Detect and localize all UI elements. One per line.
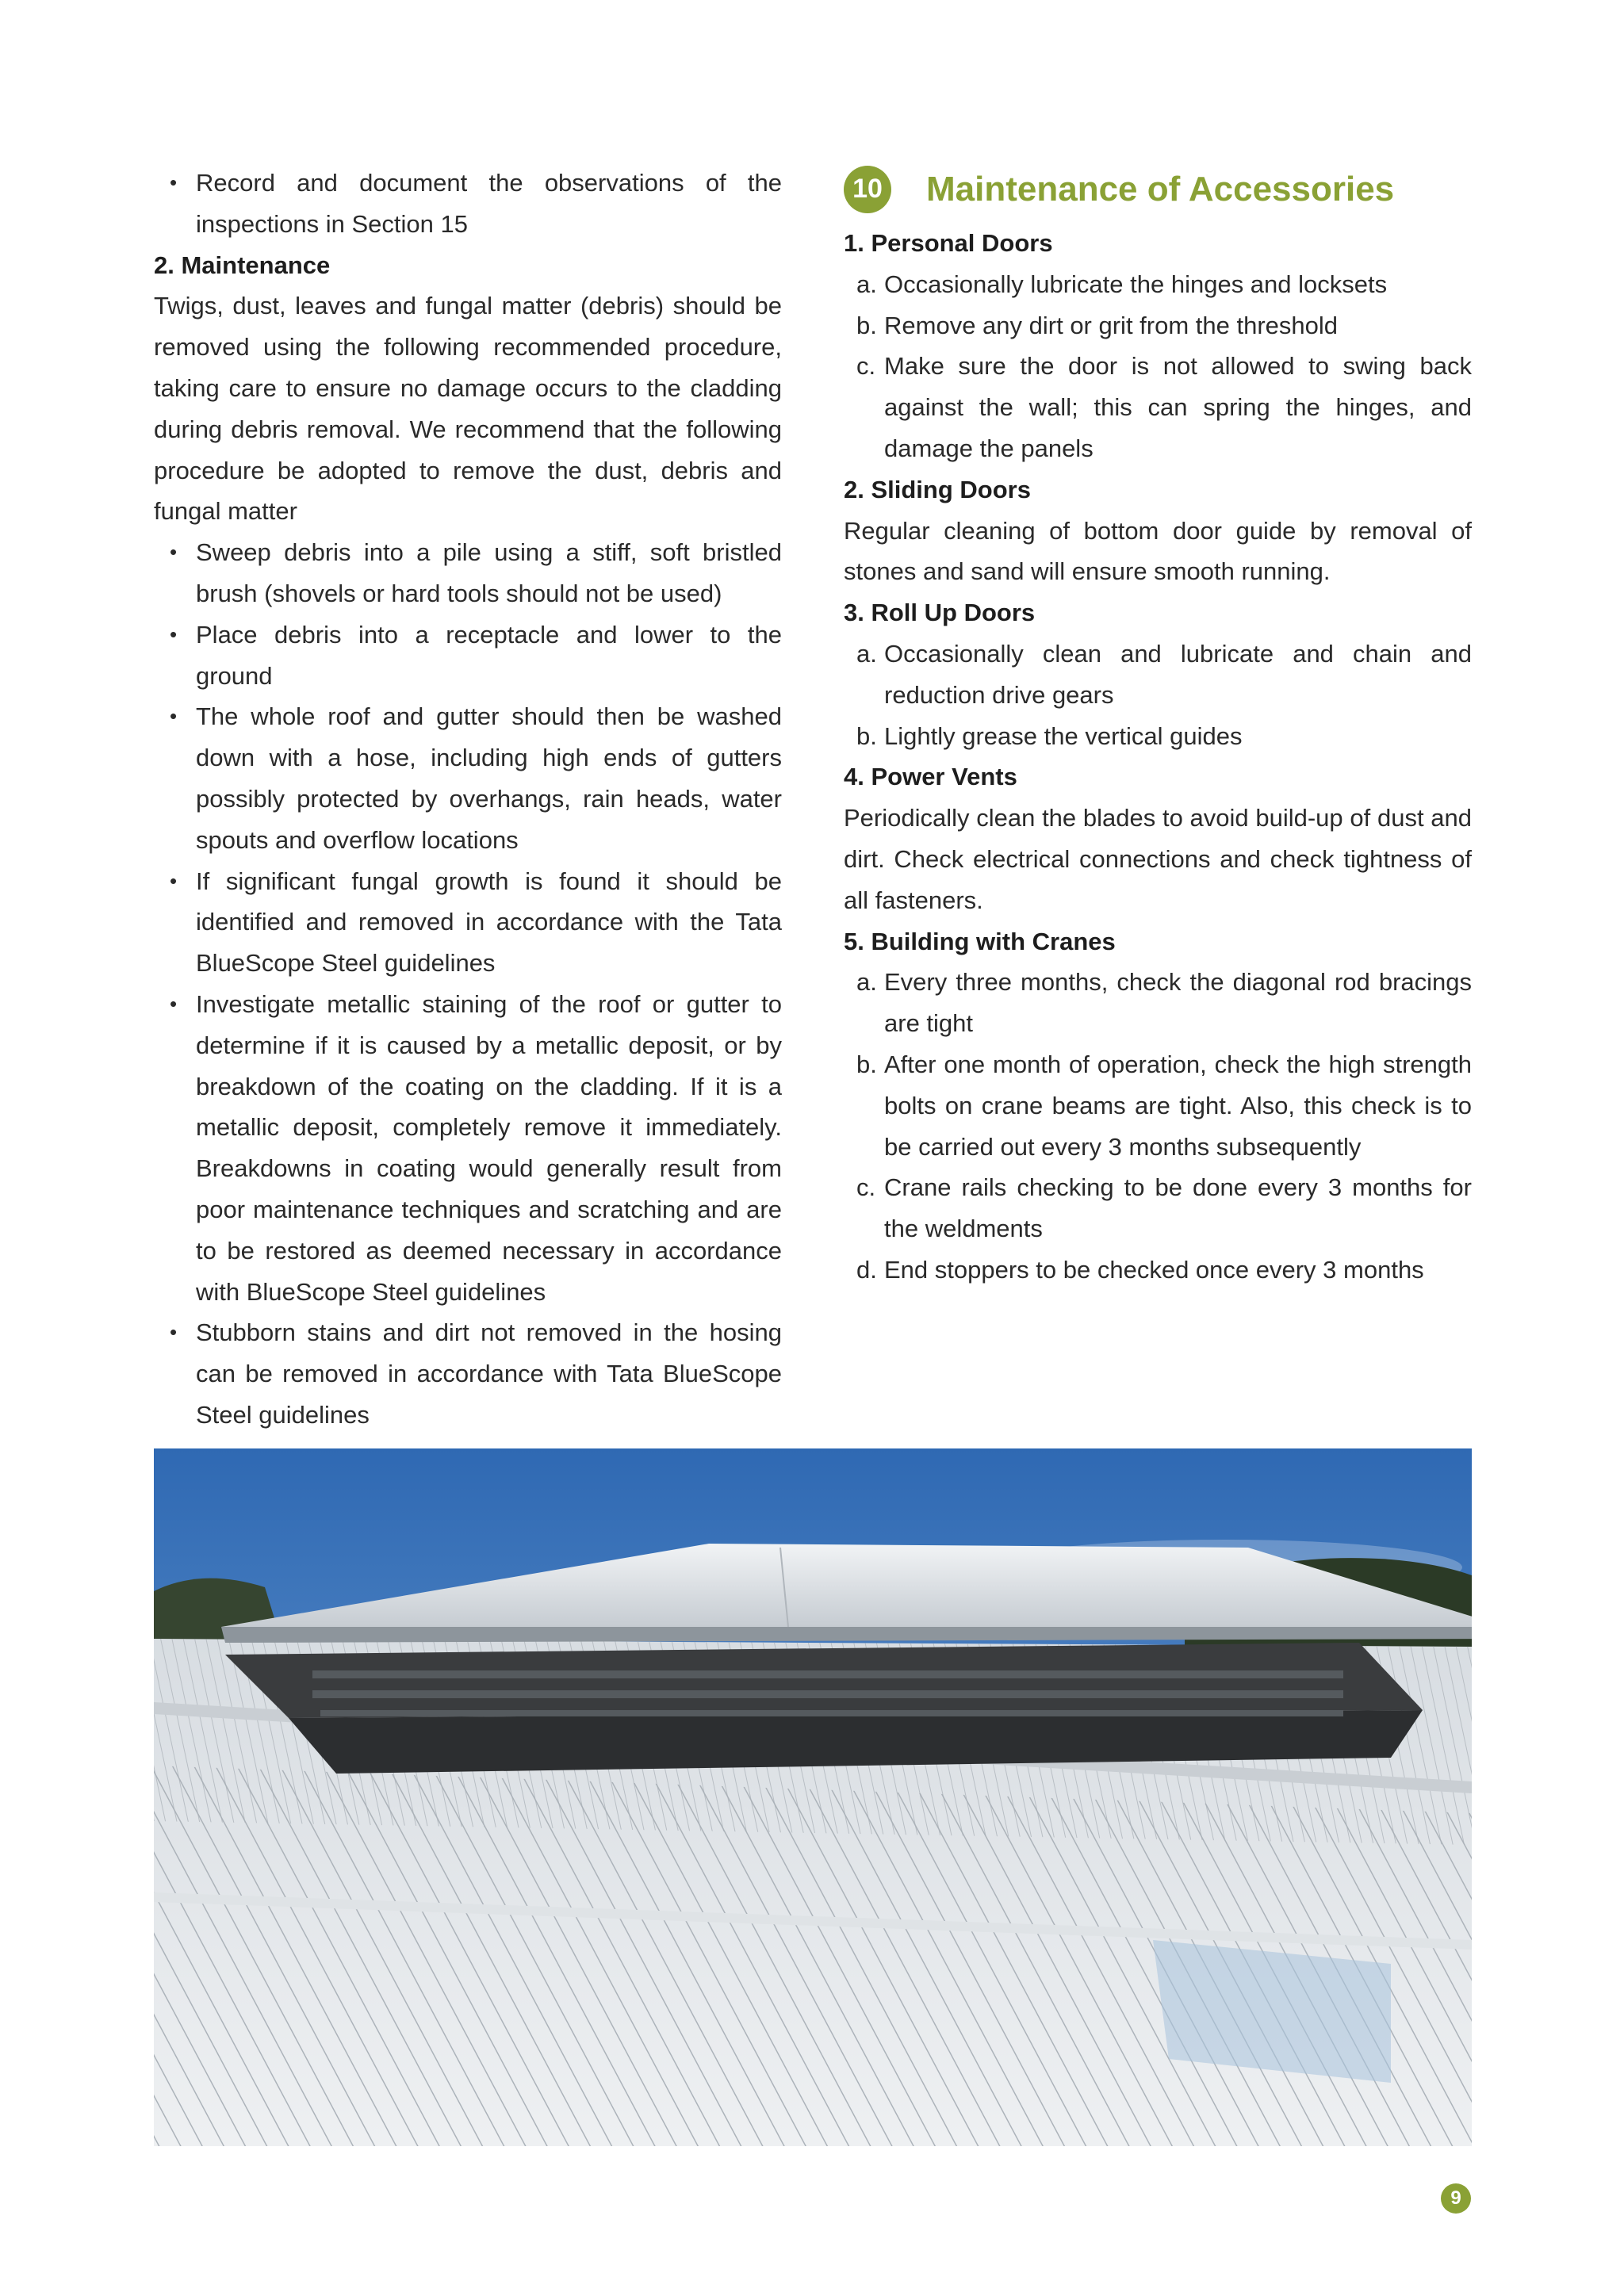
roll-up-doors-heading: 3. Roll Up Doors	[844, 599, 1036, 627]
personal-doors-list	[844, 264, 1472, 469]
bullet-icon: •	[170, 1320, 178, 1345]
roof-photo-illustration	[154, 1448, 1472, 2146]
section-number-badge: 10	[844, 166, 891, 213]
list-item: • Place debris into a receptacle and lower to the ground	[154, 614, 782, 697]
list-item: a. Occasionally lubricate the hinges and locksets	[856, 270, 1388, 298]
list-item: • Sweep debris into a pile using a stiff, soft bristled brush (shovels or hard tools should not be used)	[154, 532, 782, 614]
maintenance-heading: 2. Maintenance	[154, 251, 331, 279]
inspection-bullet-list	[154, 163, 782, 245]
maintenance-paragraph: Twigs, dust, leaves and fungal matter (debris) should be removed using the following recommended procedure, taking care to ensure no damage occurs to the cladding during debris removal. We recommend that the following procedure be adopted to remove the dust, debris and fungal matter	[154, 292, 782, 526]
bullet-icon: •	[170, 540, 178, 564]
bullet-icon: •	[170, 622, 178, 646]
list-item: • Stubborn stains and dirt not removed in the hosing can be removed in accordance with Tata BlueScope Steel guidelines	[154, 1312, 782, 1435]
bullet-icon: •	[170, 991, 178, 1016]
sliding-doors-text: Regular cleaning of bottom door guide by removal of stones and sand will ensure smooth running.	[844, 516, 1472, 586]
list-item: b. Lightly grease the vertical guides	[856, 721, 1243, 750]
cranes-heading: 5. Building with Cranes	[844, 927, 1116, 955]
sliding-doors-heading: 2. Sliding Doors	[844, 475, 1031, 503]
list-item: a. Occasionally clean and lubricate and chain and reduction drive gears	[856, 639, 1472, 709]
right-column	[844, 163, 1472, 1291]
bullet-icon: •	[170, 868, 178, 893]
section-title: Maintenance of Accessories	[926, 170, 1395, 209]
roof-ventilator-photo	[154, 1448, 1472, 2146]
list-item: • If significant fungal growth is found it should be identified and removed in accordance with the Tata BlueScope Steel guidelines	[154, 861, 782, 984]
personal-doors-heading: 1. Personal Doors	[844, 229, 1053, 257]
list-item: c. Make sure the door is not allowed to swing back against the wall; this can spring the hinges, and damage the panels	[856, 352, 1472, 462]
list-item: • The whole roof and gutter should then be washed down with a hose, including high ends of gutters possibly protected by overhangs, rain heads, water spouts and overflow locations	[154, 696, 782, 860]
maintenance-bullet-list	[154, 532, 782, 1436]
list-item: b. Remove any dirt or grit from the threshold	[856, 311, 1339, 339]
bullet-icon: •	[170, 704, 178, 729]
list-item: b. After one month of operation, check the high strength bolts on crane beams are tight. Also, this check is to be carried out every 3 months subsequently	[856, 1050, 1472, 1161]
list-item: • Investigate metallic staining of the roof or gutter to determine if it is caused by a metallic deposit, or by breakdown of the coating on the cladding. If it is a metallic deposit, completely remove it immediately. Breakdowns in coating would generally result from poor maintenance techniques and scratching and are to be restored as deemed necessary in accordance with BlueScope Steel guidelines	[154, 984, 782, 1312]
roll-up-doors-list	[844, 633, 1472, 756]
page-number: 9	[1441, 2183, 1471, 2214]
list-item: c. Crane rails checking to be done every 3 months for the weldments	[856, 1173, 1472, 1243]
bullet-icon: •	[170, 170, 178, 194]
left-column	[154, 163, 782, 1436]
power-vents-heading: 4. Power Vents	[844, 763, 1017, 791]
power-vents-text: Periodically clean the blades to avoid build-up of dust and dirt. Check electrical connections and check tightness of all fasteners.	[844, 804, 1472, 914]
cranes-list	[844, 962, 1472, 1290]
list-item: a. Every three months, check the diagonal rod bracings are tight	[856, 968, 1472, 1038]
section-heading	[844, 163, 1472, 215]
list-item: d. End stoppers to be checked once every 3 months	[856, 1255, 1424, 1284]
list-item: • Record and document the observations of the inspections in Section 15	[154, 163, 782, 245]
